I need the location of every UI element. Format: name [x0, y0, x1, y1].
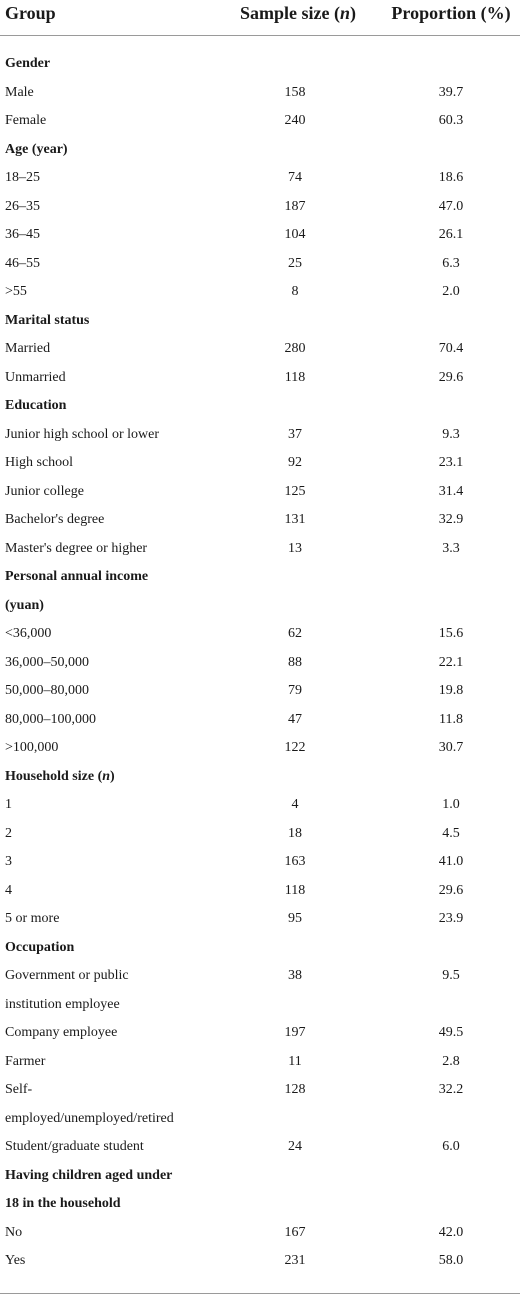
section-header-row: [0, 50, 520, 78]
proportion-cell: 70.4: [438, 341, 464, 356]
group-text: Junior high school or lower: [5, 426, 159, 442]
group-text: Junior college: [5, 483, 84, 499]
section-header-row: [0, 136, 520, 164]
sample-size-cell: 240: [284, 113, 306, 128]
group-cell: [5, 79, 235, 107]
group-cell: [5, 1105, 235, 1133]
group-cell: [5, 1219, 235, 1247]
table-row: [0, 905, 520, 933]
header-sample-size-var: n: [339, 3, 350, 23]
group-cell: [5, 905, 235, 933]
group-text: 46–55: [5, 255, 40, 271]
group-cell: [5, 1133, 235, 1161]
table-row: [0, 649, 520, 677]
proportion-cell: 6.3: [442, 255, 460, 271]
sample-size-cell: 104: [284, 227, 306, 242]
group-cell: [5, 335, 235, 363]
section-header-row: [0, 592, 520, 620]
table-row: [0, 1019, 520, 1047]
sample-size-cell: 74: [288, 170, 302, 185]
header-sample-size-prefix: Sample size (: [240, 3, 340, 23]
group-text: Occupation: [5, 939, 75, 955]
group-text: Student/graduate student: [5, 1139, 144, 1154]
proportion-cell: 18.6: [438, 170, 464, 185]
table-row: [0, 877, 520, 905]
table-row: [0, 848, 520, 876]
section-header-row: [0, 763, 520, 791]
group-text: Government or public: [5, 968, 129, 983]
sample-size-cell: 38: [288, 968, 302, 983]
table-row: [0, 449, 520, 477]
group-text: Female: [5, 113, 47, 128]
group-cell: [5, 677, 235, 705]
group-cell: [5, 820, 235, 848]
group-cell: [5, 934, 235, 962]
group-cell: [5, 991, 235, 1019]
table-row: [0, 193, 520, 221]
group-text: Self-: [5, 1082, 33, 1097]
group-cell: [5, 620, 235, 648]
group-text: Male: [5, 84, 34, 100]
sample-size-cell: 18: [288, 825, 302, 841]
table-row: [0, 734, 520, 762]
group-text: Master's degree or higher: [5, 540, 148, 556]
sample-size-cell: 8: [291, 284, 299, 299]
table-row: [0, 278, 520, 306]
proportion-cell: 32.2: [438, 1082, 464, 1097]
sample-size-cell: 231: [284, 1253, 306, 1268]
group-cell: [5, 364, 235, 392]
table-row: [0, 1133, 520, 1161]
sample-size-cell: 4: [291, 797, 299, 812]
group-text: Unmarried: [5, 369, 66, 385]
proportion-cell: 60.3: [438, 113, 464, 128]
group-cell: [5, 1076, 235, 1104]
proportion-cell: 42.0: [438, 1224, 464, 1240]
sample-size-cell: 88: [288, 654, 302, 670]
group-cell: [5, 848, 235, 876]
group-text: No: [5, 1224, 23, 1240]
sample-size-cell: 13: [288, 540, 302, 556]
group-text: institution employee: [5, 996, 120, 1012]
proportion-cell: 2.8: [442, 1053, 460, 1069]
group-text: Personal annual income: [5, 569, 149, 584]
sample-size-cell: 163: [284, 854, 306, 869]
header-group: Group: [5, 3, 56, 23]
group-text: Married: [5, 341, 51, 356]
section-header-row: [0, 563, 520, 591]
proportion-cell: 19.8: [438, 683, 464, 698]
sample-size-cell: 11: [288, 1053, 302, 1069]
table-row: [0, 1076, 520, 1104]
group-cell: [5, 250, 235, 278]
sample-size-cell: 187: [284, 198, 306, 214]
group-text: 18 in the household: [5, 1196, 121, 1211]
group-cell: [5, 221, 235, 249]
group-cell: [5, 1247, 235, 1275]
proportion-cell: 49.5: [438, 1025, 464, 1040]
sample-size-cell: 95: [288, 911, 302, 926]
group-cell: [5, 535, 235, 563]
group-cell: [5, 649, 235, 677]
group-text: Household size (: [5, 768, 103, 784]
proportion-cell: 23.9: [438, 911, 464, 926]
section-header-row: [0, 1190, 520, 1218]
group-text: >100,000: [5, 740, 59, 755]
group-cell: [5, 193, 235, 221]
group-cell: [5, 877, 235, 905]
group-text: Gender: [5, 56, 51, 71]
group-text: 4: [5, 882, 12, 898]
group-text: <36,000: [5, 626, 52, 641]
group-text: Farmer: [5, 1053, 46, 1069]
sample-size-cell: 128: [284, 1082, 306, 1097]
table-row: [0, 791, 520, 819]
proportion-cell: 47.0: [438, 198, 464, 214]
group-text: 50,000–80,000: [5, 683, 89, 698]
group-text: Having children aged under: [5, 1167, 173, 1183]
group-text: 5 or more: [5, 911, 60, 926]
header-sample-size-suffix: ): [350, 3, 356, 23]
group-cell: [5, 1162, 235, 1190]
proportion-cell: 58.0: [438, 1253, 464, 1268]
table-row: [0, 107, 520, 135]
group-cell: [5, 763, 235, 791]
group-text: Company employee: [5, 1025, 118, 1040]
sample-size-cell: 158: [284, 84, 306, 100]
group-cell: [5, 278, 235, 306]
group-cell: [5, 136, 235, 164]
group-cell: [5, 506, 235, 534]
group-text: 80,000–100,000: [5, 711, 96, 727]
group-cell: [5, 791, 235, 819]
table-row: [0, 250, 520, 278]
group-cell: [5, 50, 235, 78]
sample-size-cell: 280: [284, 341, 306, 356]
table-row: [0, 478, 520, 506]
proportion-cell: 30.7: [438, 740, 464, 755]
proportion-cell: 1.0: [442, 797, 460, 812]
group-cell: [5, 1048, 235, 1076]
sample-size-cell: 197: [284, 1025, 306, 1040]
sample-size-cell: 122: [284, 740, 306, 755]
sample-size-cell: 37: [288, 426, 302, 442]
table-row: [0, 221, 520, 249]
proportion-cell: 3.3: [442, 540, 460, 556]
sample-size-cell: 167: [284, 1224, 306, 1240]
proportion-cell: 29.6: [438, 882, 464, 898]
proportion-cell: 39.7: [438, 84, 464, 100]
proportion-cell: 31.4: [438, 483, 464, 499]
sample-size-cell: 24: [288, 1139, 302, 1154]
section-header-row: [0, 392, 520, 420]
group-text: 36–45: [5, 227, 40, 242]
group-cell: [5, 1019, 235, 1047]
header-sample-size: [228, 0, 368, 30]
proportion-cell: 9.5: [442, 968, 460, 983]
group-cell: [5, 478, 235, 506]
table-row: [0, 1105, 520, 1133]
section-header-row: [0, 307, 520, 335]
table-row: [0, 421, 520, 449]
group-cell: [5, 706, 235, 734]
proportion-cell: 26.1: [438, 227, 464, 242]
proportion-cell: 11.8: [439, 711, 463, 727]
proportion-cell: 6.0: [442, 1139, 460, 1154]
group-cell: [5, 107, 235, 135]
sample-size-cell: 118: [284, 882, 306, 898]
group-text: 26–35: [5, 198, 40, 214]
group-text: employed/unemployed/retired: [5, 1110, 174, 1126]
group-cell: [5, 164, 235, 192]
group-text: 36,000–50,000: [5, 654, 89, 670]
header-rule: [0, 35, 520, 36]
table-row: [0, 535, 520, 563]
table-row: [0, 364, 520, 392]
group-text: High school: [5, 455, 74, 470]
proportion-cell: 15.6: [438, 626, 464, 641]
table-row: [0, 1219, 520, 1247]
group-text: (yuan): [5, 597, 44, 613]
group-cell: [5, 392, 235, 420]
section-header-row: [0, 934, 520, 962]
group-cell: [5, 449, 235, 477]
header-proportion: Proportion (%): [391, 3, 511, 23]
sample-size-cell: 92: [288, 455, 302, 470]
table-row: [0, 820, 520, 848]
group-cell: [5, 1190, 235, 1218]
sample-size-cell: 125: [284, 483, 306, 499]
table-row: [0, 962, 520, 990]
group-text: 1: [5, 797, 12, 812]
table-row: [0, 677, 520, 705]
proportion-cell: 41.0: [438, 854, 464, 869]
group-cell: [5, 592, 235, 620]
proportion-cell: 23.1: [438, 455, 464, 470]
group-text: Bachelor's degree: [5, 512, 105, 527]
group-cell: [5, 307, 235, 335]
table-row: [0, 706, 520, 734]
table-row: [0, 620, 520, 648]
group-text: 18–25: [5, 170, 40, 185]
proportion-cell: 22.1: [438, 654, 464, 670]
table-row: [0, 1247, 520, 1275]
group-text: Age (year): [5, 141, 68, 157]
sample-size-cell: 79: [288, 683, 302, 698]
sample-size-cell: 62: [288, 626, 302, 641]
proportion-cell: 29.6: [438, 369, 464, 385]
group-cell: [5, 421, 235, 449]
table-row: [0, 991, 520, 1019]
table-row: [0, 335, 520, 363]
proportion-cell: 2.0: [442, 284, 460, 299]
table-row: [0, 164, 520, 192]
group-text: 3: [5, 854, 12, 869]
table-row: [0, 1048, 520, 1076]
group-text: Yes: [5, 1253, 26, 1268]
sample-size-cell: 131: [284, 512, 306, 527]
group-cell: [5, 734, 235, 762]
group-text: 2: [5, 825, 12, 841]
sample-size-cell: 25: [288, 255, 302, 271]
sample-size-cell: 47: [288, 711, 302, 727]
bottom-rule: [0, 1293, 520, 1294]
group-italic-text: n: [102, 768, 111, 784]
table-row: [0, 506, 520, 534]
group-cell: [5, 962, 235, 990]
table-row: [0, 79, 520, 107]
sample-size-cell: 118: [284, 369, 306, 385]
group-text: >55: [5, 284, 27, 299]
group-text: Education: [5, 398, 67, 413]
group-suffix-text: ): [110, 768, 115, 784]
proportion-cell: 9.3: [442, 426, 460, 442]
proportion-cell: 4.5: [442, 825, 460, 841]
group-cell: [5, 563, 235, 591]
proportion-cell: 32.9: [438, 512, 464, 527]
group-text: Marital status: [5, 312, 90, 328]
section-header-row: [0, 1162, 520, 1190]
